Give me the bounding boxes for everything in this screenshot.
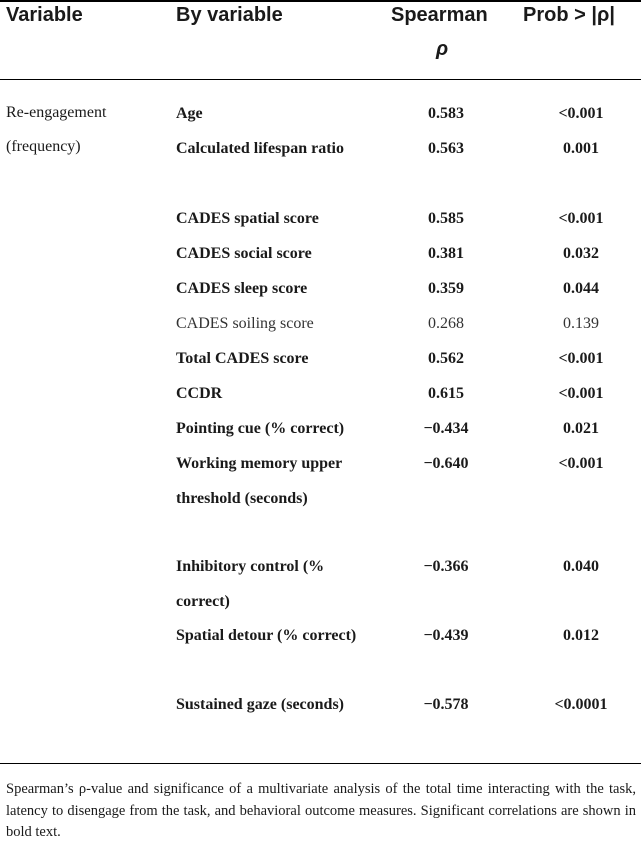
header-rule — [0, 79, 641, 80]
top-rule — [0, 0, 641, 2]
row-prob: 0.012 — [563, 627, 599, 644]
header-variable: Variable — [6, 4, 83, 26]
row-prob: <0.0001 — [554, 696, 608, 713]
row-rho: 0.359 — [428, 280, 464, 297]
bottom-rule — [0, 763, 641, 764]
row-variable: CADES sleep score — [176, 280, 308, 297]
row-prob: 0.032 — [563, 245, 599, 262]
row-variable: Inhibitory control (% correct) — [176, 558, 325, 610]
row-rho: 0.583 — [428, 105, 464, 122]
row-prob: <0.001 — [558, 350, 604, 367]
row-prob: <0.001 — [558, 210, 604, 227]
header-by-variable: By variable — [176, 4, 283, 26]
row-variable: Calculated lifespan ratio — [176, 140, 344, 157]
row-variable: CADES social score — [176, 245, 312, 262]
row-prob: <0.001 — [558, 385, 604, 402]
row-rho: 0.562 — [428, 350, 464, 367]
row-rho: −0.578 — [423, 696, 469, 713]
row-rho: 0.381 — [428, 245, 464, 262]
row-variable: Age — [176, 105, 203, 122]
row-prob: <0.001 — [558, 105, 604, 122]
row-prob: 0.001 — [563, 140, 599, 157]
row-rho: −0.439 — [423, 627, 469, 644]
row-variable: CCDR — [176, 385, 223, 402]
header-prob: Prob > |ρ| — [523, 4, 615, 26]
row-prob: 0.139 — [563, 315, 599, 332]
row-rho: 0.563 — [428, 140, 464, 157]
row-variable: Pointing cue (% correct) — [176, 420, 345, 437]
row-variable: Working memory upper threshold (seconds) — [176, 455, 342, 507]
row-variable: Total CADES score — [176, 350, 309, 367]
row-prob: <0.001 — [558, 455, 604, 472]
group-label: Re-engagement (frequency) — [6, 104, 107, 155]
row-prob: 0.040 — [563, 558, 599, 575]
row-variable: Spatial detour (% correct) — [176, 627, 357, 644]
row-variable: Sustained gaze (seconds) — [176, 696, 345, 713]
row-variable: CADES spatial score — [176, 210, 319, 227]
header-spearman: Spearman — [391, 4, 488, 26]
row-variable: CADES soiling score — [176, 315, 314, 332]
row-prob: 0.021 — [563, 420, 599, 437]
row-rho: −0.640 — [423, 455, 469, 472]
row-prob: 0.044 — [563, 280, 599, 297]
row-rho: 0.585 — [428, 210, 464, 227]
header-rho-symbol: ρ — [436, 38, 449, 60]
table-footnote: Spearman’s ρ-value and significance of a multivariate analysis of the total time interacting with the task, latency to disengage from the task, and behavioral outcome measures. Significant correlations are shown in bold text. — [6, 781, 636, 840]
row-rho: 0.615 — [428, 385, 464, 402]
row-rho: 0.268 — [428, 315, 464, 332]
row-rho: −0.434 — [423, 420, 469, 437]
row-rho: −0.366 — [423, 558, 469, 575]
